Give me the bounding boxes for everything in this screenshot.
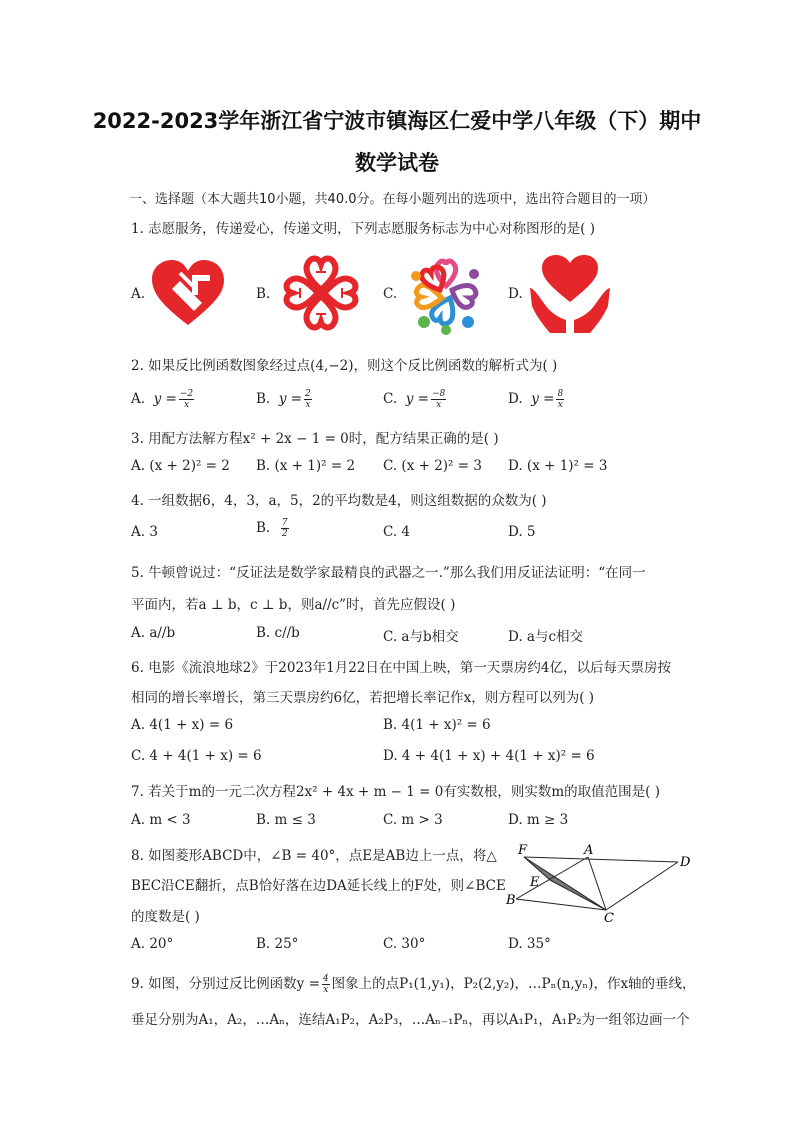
question-6-line2: 相同的增长率增长，第三天票房约6亿，若把增长率记作x，则方程可以列为( ) (131, 690, 595, 706)
question-9-line2: 垂足分别为A₁，A₂，…Aₙ，连结A₁P₂，A₂P₃，…Aₙ₋₁Pₙ，再以A₁P₁，A₁P₂为一组邻边画一个 (131, 1012, 690, 1028)
q1-option-d-label: D. (508, 286, 523, 302)
q2-a-fraction (179, 389, 194, 410)
q7-option-a[interactable]: A. m < 3 (131, 812, 191, 828)
label-c: C (604, 911, 614, 922)
question-8-line3: 的度数是( ) (131, 909, 200, 925)
q7-option-d[interactable]: D. m ≥ 3 (508, 812, 569, 828)
flower-hearts-logo-c (402, 250, 490, 336)
q2-c-prefix: y = (405, 391, 429, 407)
q2-c-label: C. (383, 391, 398, 407)
q9-frac-den: x (323, 985, 329, 995)
q4-option-b[interactable] (256, 518, 291, 539)
q1-option-c-label: C. (383, 286, 398, 302)
q9-line1-post: 图象上的点P₁(1,y₁)，P₂(2,y₂)，…Pₙ(n,yₙ)，作x轴的垂线， (331, 976, 696, 992)
q6-option-b[interactable]: B. 4(1 + x)² = 6 (383, 717, 491, 733)
label-f: F (518, 843, 528, 858)
question-2-stem: 2. 如果反比例函数图象经过点(4,−2)，则这个反比例函数的解析式为( ) (131, 358, 558, 374)
q6-option-c[interactable]: C. 4 + 4(1 + x) = 6 (131, 748, 262, 764)
q8-option-a[interactable]: A. 20° (131, 936, 174, 952)
label-a: A (584, 843, 594, 858)
q9-line1-pre: 9. 如图，分别过反比例函数y = (131, 976, 320, 992)
question-3-stem: 3. 用配方法解方程x² + 2x − 1 = 0时，配方结果正确的是( ) (131, 431, 499, 447)
q2-b-prefix: y = (278, 391, 303, 407)
question-4-stem: 4. 一组数据6，4，3，a，5，2的平均数是4，则这组数据的众数为( ) (131, 493, 547, 509)
four-hearts-logo-b (278, 250, 364, 336)
q2-a-num: −2 (179, 389, 194, 399)
q8-option-c[interactable]: C. 30° (383, 936, 426, 952)
q2-a-prefix: y = (153, 391, 177, 407)
q2-option-d[interactable] (508, 389, 566, 410)
q2-c-num: −8 (431, 389, 446, 399)
label-b: B (506, 893, 516, 908)
q2-d-fraction (556, 389, 564, 410)
q8-option-b[interactable]: B. 25° (256, 936, 299, 952)
rhombus-figure (500, 842, 700, 922)
question-8-line2: BEC沿CE翻折，点B恰好落在边DA延长线上的F处，则∠BCE (131, 878, 506, 894)
q4-b-fraction (281, 518, 289, 539)
q2-d-prefix: y = (531, 391, 555, 407)
q2-option-b[interactable] (256, 389, 314, 410)
q8-option-d[interactable]: D. 35° (508, 936, 551, 952)
q6-option-a[interactable]: A. 4(1 + x) = 6 (131, 717, 234, 733)
q2-a-label: A. (131, 391, 146, 407)
question-5-line2: 平面内，若a ⊥ b，c ⊥ b，则a//c”时，首先应假设( ) (131, 597, 456, 613)
q4-b-num: 7 (281, 518, 288, 528)
label-d: D (680, 855, 691, 870)
q1-option-b-label: B. (256, 286, 271, 302)
q4-option-d[interactable]: D. 5 (508, 524, 536, 540)
q4-option-c[interactable]: C. 4 (383, 524, 411, 540)
q2-b-num: 2 (305, 389, 311, 399)
question-8-line1: 8. 如图菱形ABCD中，∠B = 40°，点E是AB边上一点，将△ (131, 848, 497, 864)
q3-option-d[interactable]: D. (x + 1)² = 3 (508, 458, 608, 474)
q2-d-label: D. (508, 391, 523, 407)
q5-option-c[interactable]: C. a与b相交 (383, 629, 459, 645)
q9-fraction (322, 974, 330, 995)
question-7-stem: 7. 若关于m的一元二次方程2x² + 4x + m − 1 = 0有实数根，则实数m的取值范围是( ) (131, 784, 660, 800)
q2-b-den: x (305, 400, 311, 410)
q4-b-den: 2 (281, 529, 288, 539)
question-9-line1 (131, 972, 696, 995)
q1-option-a-label: A. (131, 286, 146, 302)
question-5-line1: 5. 牛顿曾说过：“反证法是数学家最精良的武器之一.”那么我们用反证法证明：“在同一 (131, 565, 646, 581)
q5-option-d[interactable]: D. a与c相交 (508, 629, 584, 645)
question-1-stem: 1. 志愿服务，传递爱心，传递文明，下列志愿服务标志为中心对称图形的是( ) (131, 221, 595, 237)
q2-b-label: B. (256, 391, 271, 407)
q3-option-a[interactable]: A. (x + 2)² = 2 (131, 458, 230, 474)
q9-frac-num: 4 (322, 974, 329, 984)
q2-option-c[interactable] (383, 389, 448, 410)
q4-b-label: B. (256, 520, 271, 536)
q5-option-a[interactable]: A. a//b (131, 625, 176, 641)
q3-option-c[interactable]: C. (x + 2)² = 3 (383, 458, 482, 474)
q7-option-b[interactable]: B. m ≤ 3 (256, 812, 316, 828)
q2-d-num: 8 (557, 389, 564, 399)
q5-option-b[interactable]: B. c//b (256, 625, 300, 641)
q3-option-b[interactable]: B. (x + 1)² = 2 (256, 458, 356, 474)
q2-a-den: x (183, 400, 190, 410)
exam-title-line1: 2022-2023学年浙江省宁波市镇海区仁爱中学八年级（下）期中 (92, 109, 702, 133)
exam-title-line2: 数学试卷 (355, 151, 439, 175)
q6-option-d[interactable]: D. 4 + 4(1 + x) + 4(1 + x)² = 6 (383, 748, 595, 764)
q2-b-fraction (304, 389, 312, 410)
q2-d-den: x (557, 400, 563, 410)
q7-option-c[interactable]: C. m > 3 (383, 812, 443, 828)
q2-c-fraction (431, 389, 446, 410)
heart-hands-logo-d (528, 254, 612, 334)
heart-hand-logo-a (150, 259, 226, 327)
label-e: E (530, 875, 540, 890)
q4-option-a[interactable]: A. 3 (131, 524, 158, 540)
section-heading: 一、选择题（本大题共10小题，共40.0分。在每小题列出的选项中，选出符合题目的一项） (129, 192, 656, 207)
q2-c-den: x (436, 400, 442, 410)
question-6-line1: 6. 电影《流浪地球2》于2023年1月22日在中国上映，第一天票房约4亿，以后每天票房按 (131, 660, 671, 676)
q2-option-a[interactable] (131, 389, 196, 410)
